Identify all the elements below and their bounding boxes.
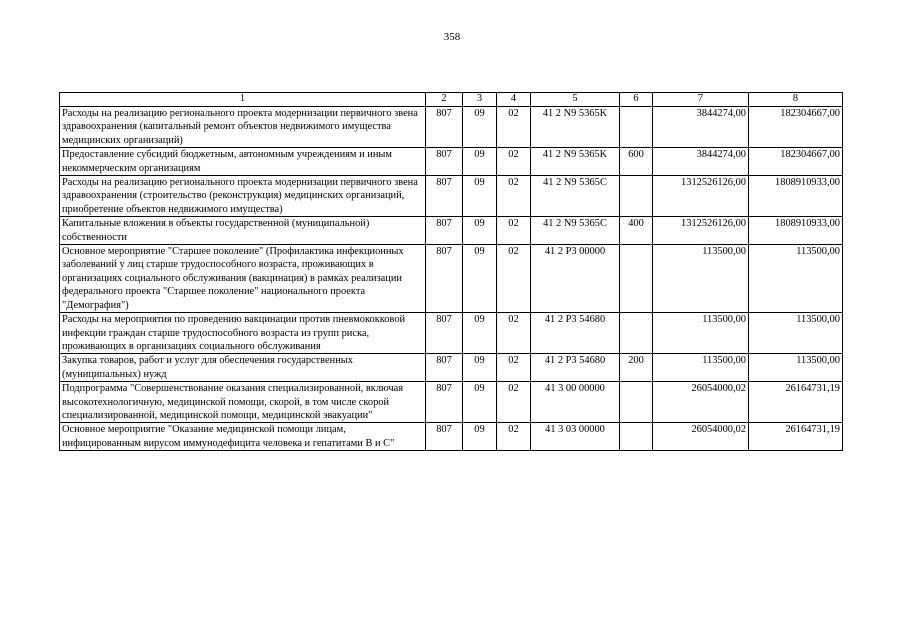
cell-amount-1: 1312526126,00 <box>653 176 749 217</box>
table-row <box>60 245 843 313</box>
row-name: Подпрограмма "Совершенствование оказания специализированной, включая высокотехнологичную, медицинской помощи, скорой, в том числе скорой специализированной, медицинской помощи, медицинской эвакуации" <box>60 382 426 423</box>
cell-expense-type <box>620 313 653 354</box>
cell-amount-2: 26164731,19 <box>749 382 843 423</box>
cell-expense-type: 600 <box>620 148 653 176</box>
cell-expense-type: 400 <box>620 217 653 245</box>
cell-amount-1: 3844274,00 <box>653 107 749 148</box>
cell-section: 09 <box>463 148 497 176</box>
cell-expense-type <box>620 107 653 148</box>
cell-section: 09 <box>463 176 497 217</box>
table-row <box>60 148 843 176</box>
column-header: 3 <box>463 93 497 107</box>
cell-section: 09 <box>463 423 497 451</box>
cell-code: 807 <box>426 382 463 423</box>
table-row <box>60 354 843 382</box>
column-header: 7 <box>653 93 749 107</box>
cell-amount-2: 113500,00 <box>749 245 843 313</box>
table-row <box>60 382 843 423</box>
cell-expense-type <box>620 423 653 451</box>
cell-target: 41 2 N9 5365C <box>531 176 620 217</box>
column-header: 4 <box>497 93 531 107</box>
cell-target: 41 2 P3 00000 <box>531 245 620 313</box>
cell-amount-2: 182304667,00 <box>749 107 843 148</box>
column-header: 2 <box>426 93 463 107</box>
row-name: Расходы на реализацию регионального проекта модернизации первичного звена здравоохранения (капитальный ремонт объектов недвижимого имущества медицинских организаций) <box>60 107 426 148</box>
cell-target: 41 2 N9 5365C <box>531 217 620 245</box>
table-row <box>60 176 843 217</box>
cell-code: 807 <box>426 245 463 313</box>
cell-amount-1: 1312526126,00 <box>653 217 749 245</box>
cell-code: 807 <box>426 423 463 451</box>
cell-target: 41 3 03 00000 <box>531 423 620 451</box>
cell-amount-1: 113500,00 <box>653 354 749 382</box>
cell-amount-1: 113500,00 <box>653 313 749 354</box>
row-name: Закупка товаров, работ и услуг для обеспечения государственных (муниципальных) нужд <box>60 354 426 382</box>
cell-section: 09 <box>463 382 497 423</box>
cell-subsection: 02 <box>497 313 531 354</box>
cell-amount-2: 182304667,00 <box>749 148 843 176</box>
cell-amount-1: 113500,00 <box>653 245 749 313</box>
cell-amount-1: 3844274,00 <box>653 148 749 176</box>
cell-code: 807 <box>426 148 463 176</box>
cell-target: 41 2 N9 5365K <box>531 148 620 176</box>
cell-expense-type <box>620 176 653 217</box>
cell-target: 41 2 N9 5365K <box>531 107 620 148</box>
cell-amount-2: 1808910933,00 <box>749 176 843 217</box>
table-row <box>60 217 843 245</box>
row-name: Основное мероприятие "Оказание медицинской помощи лицам, инфицированным вирусом иммунодефицита человека и гепатитами В и С" <box>60 423 426 451</box>
cell-section: 09 <box>463 313 497 354</box>
cell-code: 807 <box>426 313 463 354</box>
cell-subsection: 02 <box>497 423 531 451</box>
cell-section: 09 <box>463 245 497 313</box>
cell-amount-2: 113500,00 <box>749 313 843 354</box>
cell-section: 09 <box>463 217 497 245</box>
cell-amount-2: 1808910933,00 <box>749 217 843 245</box>
row-name: Расходы на реализацию регионального проекта модернизации первичного звена здравоохранения (строительство (реконструкция) медицинских организаций, приобретение объектов недвижимого имущества) <box>60 176 426 217</box>
header-row <box>60 93 843 107</box>
cell-subsection: 02 <box>497 176 531 217</box>
cell-subsection: 02 <box>497 245 531 313</box>
cell-subsection: 02 <box>497 354 531 382</box>
cell-subsection: 02 <box>497 382 531 423</box>
cell-subsection: 02 <box>497 107 531 148</box>
cell-expense-type <box>620 382 653 423</box>
page-number: 358 <box>443 31 461 43</box>
table-row <box>60 313 843 354</box>
cell-amount-1: 26054000,02 <box>653 382 749 423</box>
cell-subsection: 02 <box>497 148 531 176</box>
cell-target: 41 2 P3 54680 <box>531 313 620 354</box>
cell-target: 41 3 00 00000 <box>531 382 620 423</box>
cell-section: 09 <box>463 354 497 382</box>
budget-table <box>59 92 843 451</box>
cell-target: 41 2 P3 54680 <box>531 354 620 382</box>
table-row <box>60 107 843 148</box>
cell-code: 807 <box>426 176 463 217</box>
cell-code: 807 <box>426 354 463 382</box>
cell-amount-1: 26054000,02 <box>653 423 749 451</box>
column-header: 6 <box>620 93 653 107</box>
cell-amount-2: 113500,00 <box>749 354 843 382</box>
column-header: 8 <box>749 93 843 107</box>
column-header: 1 <box>60 93 426 107</box>
column-header: 5 <box>531 93 620 107</box>
row-name: Основное мероприятие "Старшее поколение" (Профилактика инфекционных заболеваний у лиц старше трудоспособного возраста, проживающих в организациях социального обслуживания (вакцинация) в рамках реализации федерального проекта "Старшее поколение" национального проекта "Демография") <box>60 245 426 313</box>
table-row <box>60 423 843 451</box>
cell-code: 807 <box>426 107 463 148</box>
cell-section: 09 <box>463 107 497 148</box>
row-name: Предоставление субсидий бюджетным, автономным учреждениям и иным некоммерческим организациям <box>60 148 426 176</box>
cell-subsection: 02 <box>497 217 531 245</box>
row-name: Расходы на мероприятия по проведению вакцинации против пневмококковой инфекции граждан старше трудоспособного возраста из групп риска, проживающих в организациях социального обслуживания <box>60 313 426 354</box>
cell-expense-type <box>620 245 653 313</box>
cell-code: 807 <box>426 217 463 245</box>
cell-amount-2: 26164731,19 <box>749 423 843 451</box>
row-name: Капитальные вложения в объекты государственной (муниципальной) собственности <box>60 217 426 245</box>
cell-expense-type: 200 <box>620 354 653 382</box>
